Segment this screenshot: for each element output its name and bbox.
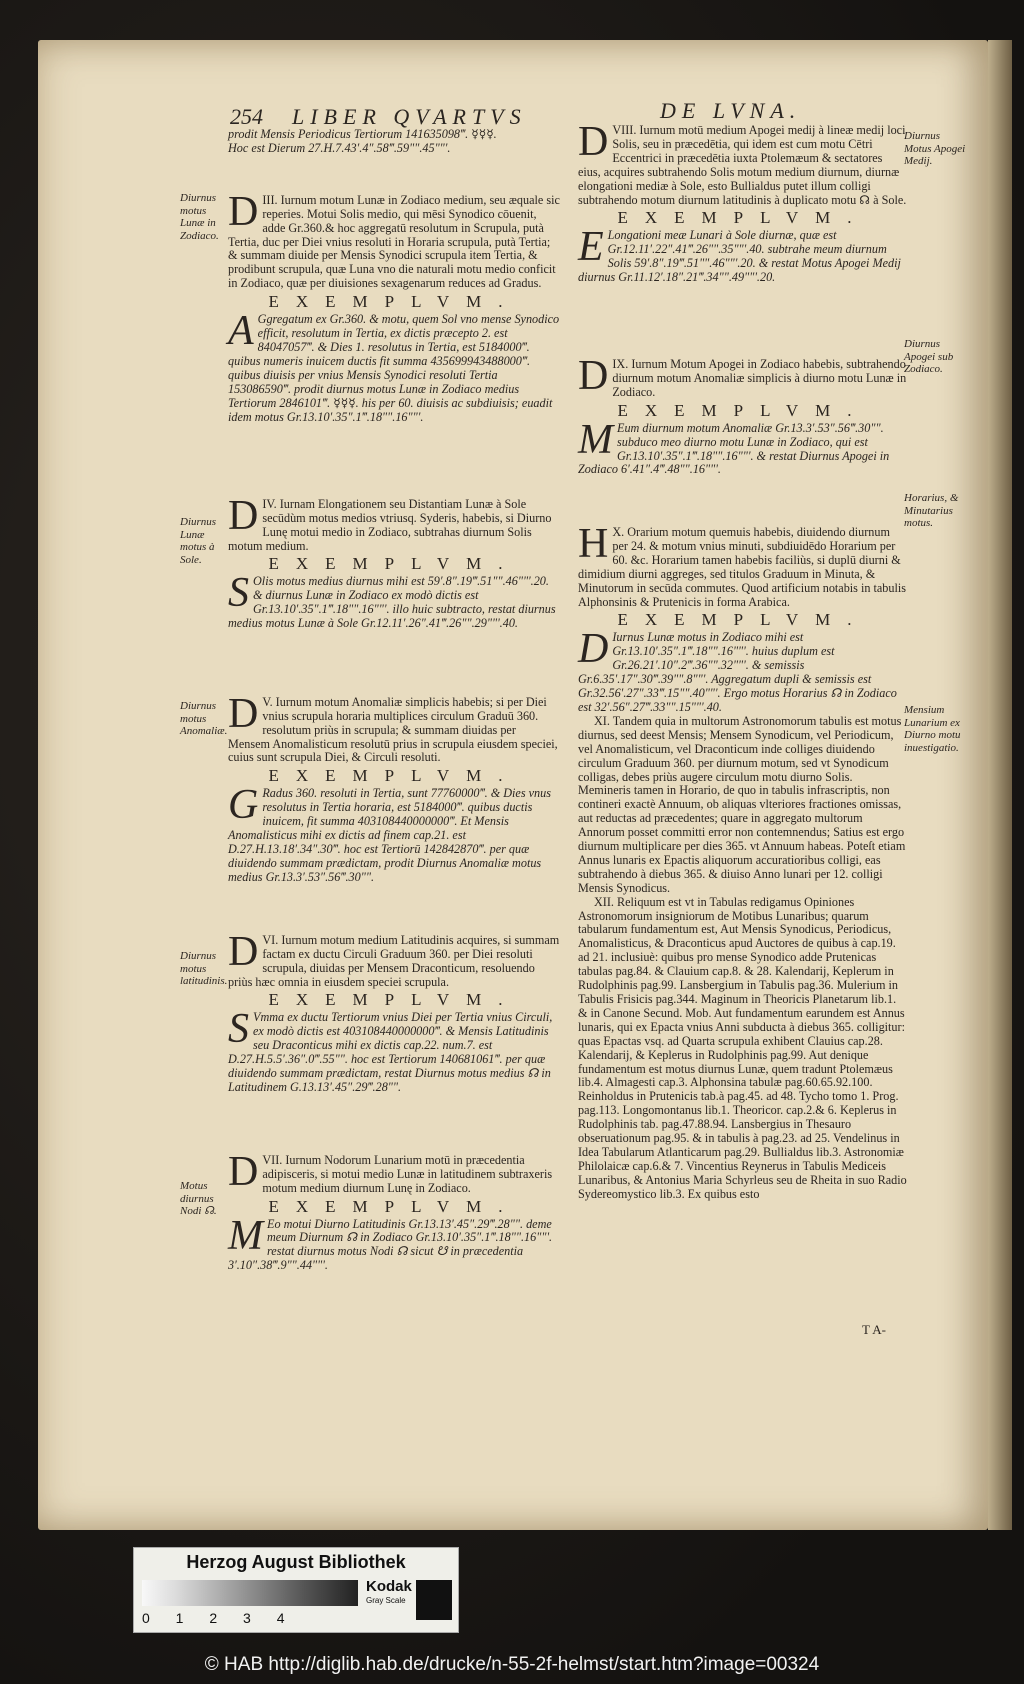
example-text: Longationi meæ Lunari à Sole diurnæ, quæ est Gr.12.11′.22″.41‴.26ʺʺ.35ʺʺʹ.40. subtrahe meum diurnum Solis 59′.8″.19‴.51ʺʺ.46ʺʺʹ.20. & restat Motus Apogei Medij diurnus Gr.11.12′.18″.21‴.34ʺʺ.49ʺʺʹ.20. (578, 228, 901, 285)
section-number: V. (262, 694, 273, 709)
section-number: IV. (262, 496, 277, 511)
example-heading: EXEMPLVM. (268, 554, 520, 574)
paragraph-xi: XI. Tandem quia in multorum Astronomorum tabulis est motus diurnus, sed deest Mensis; Mensem Synodicum, vel Periodicum, vel Anomalisticum, vel Draconticum inde colliges diuidendo circulum Graduum 360. per diurnum motum, sed vt Synodicum colligas, debes priùs augere circulum motu diurno Solis. Memineris tamen in Horario, de quo in tabulis infrascriptis, non contineri exactè Annuum, ob aliquas vlteriores fractiones omissas, aut reductas ad præcedentes; quare in aggregato multorum Annorum posset committi error non contemnendus; Satius est ergo diurnum multiplicare per dies 365. vt Annuum habeas. Poteſt etiam Annus lunaris ex Epactis aliquorum accuratioribus colligi, eas subtrahendo à diebus 365. & diuiso Anno lunari per 12. colligi Mensis Synodicus. (578, 713, 906, 895)
top-line: Hoc est Dierum 27.H.7.43′.4″.58‴.59ʺʺ.45ʺʺʹ. (228, 140, 451, 155)
drop-cap: D (228, 928, 259, 975)
section-text: Iurnum motum Lunæ in Zodiaco medium, seu æquale sic reperies. Motui Solis medio, qui mēsi Synodico cōuenit, adde Gr.360.& hoc aggregatū resolutum in Scrupula, putà Tertia, duc per Diei vnius resoluti in Horaria scrupula, putà Tertia; & summam diuide per Mensis Synodici scrupula item Tertia, & prodibunt scrupula, quæ Luna vno die naturali motu medio conficit in Zodiaco, quæ per diuisiones sexagenarum reduces ad Gradus. (228, 192, 560, 291)
left-running-title: LIBER QVARTVS (292, 104, 527, 129)
margin-note: Diurnus Lunæ motus à Sole. (180, 516, 217, 566)
section-number: VII. (262, 1152, 283, 1167)
section-viii (578, 119, 908, 334)
gray-scale-label: Gray Scale (366, 1596, 406, 1605)
example-drop-cap: D (578, 626, 609, 673)
margin-note: Diurnus Apogei sub Zodiaco. (904, 338, 954, 376)
left-column (228, 128, 560, 1273)
library-name: Herzog August Bibliothek (186, 1552, 406, 1572)
example-drop-cap: M (228, 1212, 263, 1259)
copyright-footer: © HAB http://diglib.hab.de/drucke/n-55-2f-helmst/start.htm?image=00324 (204, 1654, 820, 1675)
drop-cap: D (228, 690, 259, 737)
drop-cap: D (228, 492, 259, 539)
margin-note: Horarius, & Minutarius motus. (904, 492, 959, 530)
example-text: Olis motus medius diurnus mihi est 59′.8″.19‴.51ʺʺ.46ʺʺʹ.20. & diurnus Lunæ in Zodiaco ex modò dictis est Gr.13.10′.35″.1‴.18ʺʺ.16ʺʺʹ. illo huic subtracto, restat diurnus medius motus Lunæ à Sole Gr.12.11′.26″.41‴.26ʺʺ.29ʺʺʹ.40. (228, 574, 556, 631)
section-text: Iurnum motum medium Latitudinis acquires, si summam factam ex ductu Circuli Graduum 360. per Diei resoluti scrupula, diuidas per Mensem Draconticum, resoluendo priùs hæc omnia in eiusdem speciei scrupula. (228, 932, 560, 989)
example-heading: EXEMPLVM. (268, 766, 520, 786)
example-text: Radus 360. resoluti in Tertia, sunt 77760000‴. & Dies vnus resolutus in Tertia horaria, est 5184000‴. quibus ductis inuicem, fit summa 403108440000000‴. Et Mensis Anomalisticus mihi ex dictis ad finem cap.21. est D.27.H.13.18′.34″.30‴. hoc est Tertiorū 142842870‴. per quæ diuidendo summam prædictam, prodit Diurnus Anomaliæ motus medius Gr.13.3′.53″.56‴.30ʺʺ. (228, 786, 551, 884)
example-drop-cap: S (228, 1006, 249, 1053)
kodak-logo: Kodak (366, 1578, 412, 1595)
paragraph-xii: XII. Reliquum est vt in Tabulas redigamus Opiniones Astronomorum insigniorum de Motibus Lunaribus; quarum tabularum fundamentum est, Aut Mensis Synodicus, Periodicus, Anomalisticus, & Draconticus apud Auctores de quibus à cap.19. ad 21. inclusiuè: quibus pro mense Synodico adde Prutenicas tabulas pag.84. & Clauium cap.8. & 28. Kalendarij, Keplerum in Rudolphinis pag.99. Lansbergium in Tabulis pag.36. Mulerium in Tabulis Frisicis pag.344. Maginum in Theoricis Planetarum lib.1. & in Canone Secund. Mob. Aut fundamentum earundem est Annus lunaris, qui ex Epacta vnius Anni subducta à diebus 365. colligitur: quas Epactas vsq. ad Quarta scrupula exhibent Clauius cap.28. Kalendarij, & Keplerus in Rudolphinis pag.99. Aut denique fundamentum est motus diurnus Lunæ, quem tradunt Ptolemæus lib.4. Almagesti cap.3. Alphonsina tabulæ pag.60.65.92.100. Reinholdus in Prutenicis tab.à pag.45. ad 48. Tycho tomo 1. Prog. pag.113. Longomontanus lib.1. Theoricor. cap.2.& 6. Keplerus in Rudolphinis tab. pag.47.88.94. Lansbergius in Thesauro obseruationum pag.95. & in tabulis à pag.23. ad 25. Vendelinus in Idea Tabularum Atlanticarum pag.29. Bullialdus lib.3. Astronomiæ Philolaicæ cap.6.& 7. Vincentius Reynerus in Tabulis Mediceis Lunaribus, & Antonius Maria Schyrleus seu de Rheita in suo Radio Sydereomystico lib.3. Ex quibus esto (578, 894, 907, 1201)
example-heading: EXEMPLVM. (268, 1196, 520, 1216)
example-text: Vmma ex ductu Tertiorum vnius Diei per Tertia vnius Circuli, ex modò dictis est 403108440000000‴. & Mensis Latitudinis seu Draconticus mihi ex dictis cap.22. num.7. est D.27.H.5.5′.36″.0‴.55ʺʺ. hoc est Tertiorum 140681061‴. per quæ diuidendo summam prædictam, restat Diurnus motus medius ☊ in Latitudinem G.13.13′.45″.29‴.28ʺʺ. (228, 1010, 553, 1094)
example-text: Iurnus Lunæ motus in Zodiaco mihi est Gr.13.10′.35″.1‴.18ʺʺ.16ʺʺʹ. huius duplum est Gr.26.21′.10″.2‴.36ʺʺ.32ʺʺʹ. & semissis Gr.6.35′.17″.30‴.39ʺʺ.8ʺʺʹ. Aggregatum dupli & semissis est Gr.32.56′.27″.33‴.15ʺʺ.40ʺʺʹ. Ergo motus Horarius ☊ in Zodiaco est 32′.56″.27‴.33ʺʺ.15ʺʺʹ.40. (578, 630, 897, 714)
section-iv (228, 492, 560, 678)
drop-cap: D (578, 353, 609, 399)
section-text: Iurnum motum Anomaliæ simplicis habebis; si per Diei vnius scrupula horaria multiplices circulum Graduū 360. resolutum priùs in scrupula; & summam diuidas per Mensem Anomalisticum resolutū prius in scrupula eiusdem speciei, cuius sunt scrupula Diei, & Circuli resoluti. (228, 694, 558, 765)
section-number: VIII. (612, 123, 637, 137)
section-text: Iurnam Elongationem seu Distantiam Lunæ à Sole secūdùm motus medios vtriusq. Syderis, habebis, si Diurno Lunę motui medio in Zodiaco, subtrahas diurnum Solis motum medium. (228, 496, 552, 553)
example-text: Eum diurnum motum Anomaliæ Gr.13.3′.53″.56‴.30ʺʺ. subduco meo diurno motu Lunæ in Zodiaco, qui est Gr.13.10′.35″.1‴.18ʺʺ.16ʺʺʹ. & restat Diurnus Apogei in Zodiaco 6′.41″.4‴.48ʺʺ.16ʺʺʹ. (578, 420, 890, 477)
example-heading: EXEMPLVM. (268, 292, 520, 312)
section-text: Iurnum Motum Apogei in Zodiaco habebis, subtrahendo diurnum motum Anomaliæ simplicis à diurno motu Lunæ in Zodiaco. (612, 357, 907, 399)
right-running-title: DE LVNA. (660, 98, 802, 123)
drop-cap: H (578, 521, 609, 567)
color-reference-bar (133, 1547, 459, 1633)
example-drop-cap: A (228, 308, 254, 355)
section-number: IX. (612, 357, 629, 371)
margin-note: Diurnus Motus Apogei Medij. (904, 130, 966, 168)
example-drop-cap: S (228, 570, 249, 617)
section-text: Orarium motum quemuis habebis, diuidendo diurnum per 24. & motum vnius minuti, subdiuidēdo Horarium per 60. &c. Horarium tamen habebis faciliùs, si duplū diurni & dimidium diurni aggreges, sed titulos Graduum in Minuta, & Minutorum in secūda commutes. Quod artificium notabis in tabulis Alphonsinis & Prutenicis in forma Arabica. (578, 525, 906, 609)
section-vii (228, 1148, 560, 1273)
drop-cap: D (228, 188, 259, 235)
black-patch (416, 1580, 452, 1620)
section-v (228, 690, 560, 916)
margin-note: Motus diurnus Nodi ☊. (180, 1180, 217, 1218)
example-heading: EXEMPLVM. (617, 400, 869, 420)
section-vi (228, 928, 560, 1144)
section-x (578, 521, 908, 715)
example-text: Ggregatum ex Gr.360. & motu, quem Sol vno mense Synodico efficit, resolutum in Tertia, ex dictis præcepto 2. est 84047057‴. & Dies 1. resolutus in Tertia, est 5184000‴. quibus numeris inuicem ductis fit summa 435699943488000‴. quibus diuisis per vnius Mensis Synodici resoluti Tertia 153086590‴. prodit diurnus motus Lunæ in Zodiaco medius Tertiorum 2846101‴. ☿☿☿. his per 60. diuisis ac subdiuisis; euadit idem motus Gr.13.10′.35″.1‴.18ʺʺ.16ʺʺʹ. (228, 312, 560, 424)
example-heading: EXEMPLVM. (617, 610, 869, 630)
example-heading: EXEMPLVM. (268, 990, 520, 1010)
margin-note: Diurnus motus latitudinis. (180, 950, 228, 988)
section-ix (578, 353, 908, 478)
margin-note: Diurnus motus Lunæ in Zodiaco. (180, 192, 219, 242)
example-text: Eo motui Diurno Latitudinis Gr.13.13′.45″.29‴.28ʺʺ. deme meum Diurnum ☊ in Zodiaco Gr.13.10′.35″.1‴.18ʺʺ.16ʺʺʹ. restat diurnus motus Nodi ☊ sicut ☋ in præcedentia 3′.10″.38‴.9ʺʺ.44ʺʺʹ. (228, 1216, 553, 1273)
page-folio: 254 (230, 104, 263, 129)
right-column (578, 119, 908, 1202)
example-drop-cap: E (578, 224, 604, 271)
section-number: III. (262, 192, 278, 207)
scale-numbers: 0 1 2 3 4 (142, 1610, 285, 1626)
example-heading: EXEMPLVM. (617, 208, 869, 228)
section-text: Iurnum Nodorum Lunarium motū in præcedentia adipisceris, si motui medio Lunæ in latitudinem subtraxeris motum medium diurnum Lunę in Zodiaco. (262, 1152, 553, 1195)
catchword: T A- (862, 1322, 886, 1337)
section-number: VI. (262, 932, 279, 947)
margin-note: Diurnus motus Anomaliæ. (180, 700, 228, 738)
top-line: prodit Mensis Periodicus Tertiorum 141635098‴. ☿☿☿. (228, 127, 497, 141)
example-drop-cap: M (578, 416, 613, 463)
section-iii (228, 188, 560, 434)
margin-note: Mensium Lunarium ex Diurno motu inuestigatio. (904, 704, 961, 754)
drop-cap: D (578, 119, 609, 165)
gray-scale-strip (142, 1580, 358, 1606)
drop-cap: D (228, 1148, 259, 1195)
example-drop-cap: G (228, 782, 259, 829)
section-number: X. (612, 525, 625, 539)
section-text: Iurnum motū medium Apogei medij à lineæ medij loci Solis, seu in præcedētia, qui idem est cum motu Cētri Eccentrici in præcedētia iuxta Ptolemæum & sectatores eius, acquires subtrahendo Solis motum medium diurnum, diurnæ elongationi mediæ à Sole, esto Bullialdus putet illum colligi subtrahendo motum diurnum latitudinis à duplicato motu ☊ à Sole. (578, 123, 907, 207)
page-edge (988, 40, 1012, 1530)
